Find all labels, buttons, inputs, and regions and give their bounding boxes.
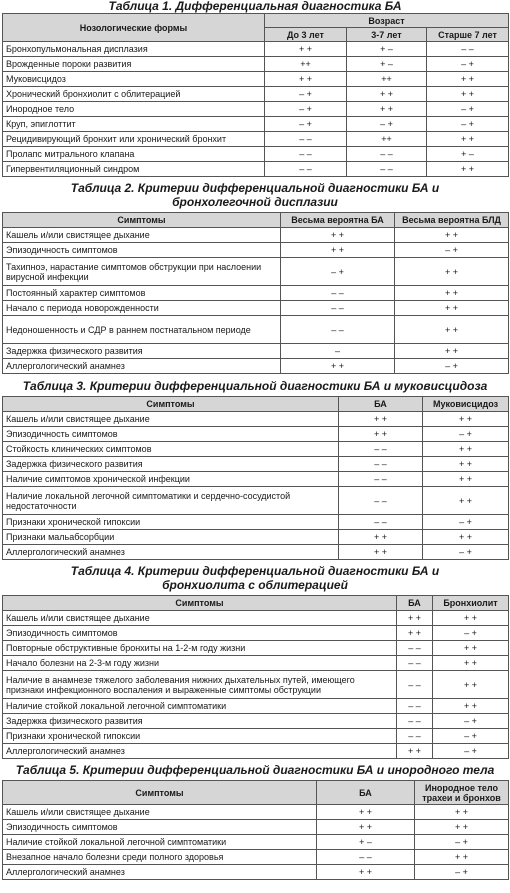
value-cell: + + <box>423 412 509 427</box>
symptom-cell: Наличие локальной легочной симптоматики и сердечно-сосудистой недостаточности <box>3 487 339 515</box>
value-cell: + + <box>317 865 415 880</box>
table-row <box>3 744 509 759</box>
symptom-cell: Кашель и/или свистящее дыхание <box>3 805 317 820</box>
value-cell: – – <box>397 671 433 699</box>
value-cell: – + <box>265 87 347 102</box>
value-cell: + + <box>423 487 509 515</box>
value-cell: – + <box>423 515 509 530</box>
value-cell: – – <box>317 850 415 865</box>
table-row <box>3 258 509 286</box>
table-3-header: Симптомы <box>3 397 339 412</box>
value-cell: – – <box>281 301 395 316</box>
value-cell: + + <box>339 545 423 560</box>
table-5 <box>2 780 509 880</box>
value-cell: – – <box>397 656 433 671</box>
table-4-header: Бронхиолит <box>433 596 509 611</box>
table-row <box>3 472 509 487</box>
value-cell: + + <box>433 699 509 714</box>
value-cell: – – <box>265 132 347 147</box>
symptom-cell: Недоношенность и СДР в раннем постнатальном периоде <box>3 316 281 344</box>
table-row <box>3 286 509 301</box>
value-cell: + + <box>397 626 433 641</box>
table-5-header: Инородное тело трахеи и бронхов <box>415 781 509 805</box>
symptom-cell: Инородное тело <box>3 102 265 117</box>
value-cell: – – <box>347 147 427 162</box>
value-cell: + + <box>395 316 509 344</box>
value-cell: + – <box>427 147 509 162</box>
value-cell: + – <box>347 42 427 57</box>
value-cell: – – <box>339 515 423 530</box>
value-cell: + + <box>339 412 423 427</box>
value-cell: – – <box>397 729 433 744</box>
table-1-title: Таблица 1. Дифференциальная диагностика БА <box>108 0 402 13</box>
value-cell: – + <box>415 865 509 880</box>
symptom-cell: Аллергологический анамнез <box>3 545 339 560</box>
value-cell: ++ <box>347 72 427 87</box>
value-cell: – – <box>397 699 433 714</box>
table-row <box>3 805 509 820</box>
value-cell: ++ <box>347 132 427 147</box>
table-1-col: Старше 7 лет <box>427 28 509 42</box>
symptom-cell: Аллергологический анамнез <box>3 744 397 759</box>
symptom-cell: Тахипноэ, нарастание симптомов обструкции при наслоении вирусной инфекции <box>3 258 281 286</box>
symptom-cell: Эпизодичность симптомов <box>3 427 339 442</box>
value-cell: + + <box>265 42 347 57</box>
value-cell: + + <box>395 286 509 301</box>
value-cell: – – <box>339 487 423 515</box>
table-row <box>3 359 509 374</box>
symptom-cell: Аллергологический анамнез <box>3 359 281 374</box>
table-2-header: Весьма вероятна БА <box>281 213 395 228</box>
symptom-cell: Начало болезни на 2-3-м году жизни <box>3 656 397 671</box>
table-row <box>3 699 509 714</box>
value-cell: + – <box>347 57 427 72</box>
value-cell: – + <box>433 744 509 759</box>
value-cell: + + <box>433 656 509 671</box>
table-row <box>3 243 509 258</box>
table-5-title: Таблица 5. Критерии дифференциальной диагностики БА и инородного тела <box>15 763 495 777</box>
value-cell: – – <box>397 641 433 656</box>
symptom-cell: Задержка физического развития <box>3 714 397 729</box>
table-row <box>3 641 509 656</box>
table-1-header-age: Возраст <box>265 14 509 28</box>
value-cell: + + <box>423 472 509 487</box>
symptom-cell: Эпизодичность симптомов <box>3 626 397 641</box>
value-cell: + + <box>281 243 395 258</box>
table-row <box>3 87 509 102</box>
value-cell: + + <box>423 457 509 472</box>
symptom-cell: Хронический бронхиолит с облитерацией <box>3 87 265 102</box>
table-3-header: Муковисцидоз <box>423 397 509 412</box>
value-cell: + + <box>395 228 509 243</box>
table-row <box>3 515 509 530</box>
table-row <box>3 412 509 427</box>
value-cell: + + <box>427 87 509 102</box>
value-cell: + + <box>433 641 509 656</box>
table-1-header-forms: Нозологические формы <box>3 14 265 42</box>
symptom-cell: Муковисцидоз <box>3 72 265 87</box>
value-cell: + + <box>347 87 427 102</box>
value-cell: – – <box>347 162 427 177</box>
value-cell: – + <box>395 359 509 374</box>
symptom-cell: Наличие в анамнезе тяжелого заболевания нижних дыхательных путей, имеющего признаки инфекционного воспаления и выраженные симптомы обструкции <box>3 671 397 699</box>
value-cell: + + <box>339 530 423 545</box>
value-cell: – + <box>427 117 509 132</box>
value-cell: + + <box>265 72 347 87</box>
table-4 <box>2 595 509 759</box>
table-row <box>3 487 509 515</box>
symptom-cell: Постоянный характер симптомов <box>3 286 281 301</box>
symptom-cell: Бронхопульмональная дисплазия <box>3 42 265 57</box>
table-5-header: Симптомы <box>3 781 317 805</box>
value-cell: – + <box>427 57 509 72</box>
value-cell: + + <box>427 162 509 177</box>
symptom-cell: Круп, эпиглоттит <box>3 117 265 132</box>
value-cell: – + <box>265 102 347 117</box>
table-1-col: 3-7 лет <box>347 28 427 42</box>
symptom-cell: Эпизодичность симптомов <box>3 243 281 258</box>
symptom-cell: Признаки мальабсорбции <box>3 530 339 545</box>
value-cell: – – <box>397 714 433 729</box>
table-row <box>3 102 509 117</box>
symptom-cell: Врожденные пороки развития <box>3 57 265 72</box>
value-cell: + + <box>317 805 415 820</box>
value-cell: + + <box>339 427 423 442</box>
symptom-cell: Наличие симптомов хронической инфекции <box>3 472 339 487</box>
table-row <box>3 545 509 560</box>
table-1-col: До 3 лет <box>265 28 347 42</box>
table-row <box>3 457 509 472</box>
value-cell: + + <box>281 359 395 374</box>
symptom-cell: Кашель и/или свистящее дыхание <box>3 611 397 626</box>
symptom-cell: Начало с периода новорожденности <box>3 301 281 316</box>
table-row <box>3 117 509 132</box>
value-cell: – + <box>415 835 509 850</box>
symptom-cell: Эпизодичность симптомов <box>3 820 317 835</box>
value-cell: – + <box>395 243 509 258</box>
table-row <box>3 656 509 671</box>
value-cell: + + <box>317 820 415 835</box>
table-2-title: Таблица 2. Критерии дифференциальной диагностики БА и бронхолегочной дисплазии <box>70 181 440 209</box>
table-4-header: Симптомы <box>3 596 397 611</box>
value-cell: – – <box>339 457 423 472</box>
table-row <box>3 820 509 835</box>
value-cell: – – <box>265 162 347 177</box>
table-row <box>3 729 509 744</box>
table-1 <box>2 13 509 177</box>
table-row <box>3 626 509 641</box>
value-cell: – – <box>281 316 395 344</box>
symptom-cell: Наличие стойкой локальной легочной симптоматики <box>3 835 317 850</box>
table-row <box>3 344 509 359</box>
symptom-cell: Рецидивирующий бронхит или хронический бронхит <box>3 132 265 147</box>
table-row <box>3 865 509 880</box>
table-4-header: БА <box>397 596 433 611</box>
symptom-cell: Задержка физического развития <box>3 457 339 472</box>
table-row <box>3 442 509 457</box>
value-cell: + + <box>347 102 427 117</box>
table-2-header: Симптомы <box>3 213 281 228</box>
value-cell: + + <box>397 744 433 759</box>
value-cell: + + <box>427 72 509 87</box>
table-row <box>3 132 509 147</box>
table-row <box>3 671 509 699</box>
value-cell: – + <box>281 258 395 286</box>
value-cell: – – <box>427 42 509 57</box>
value-cell: + + <box>395 344 509 359</box>
value-cell: – <box>281 344 395 359</box>
table-row <box>3 316 509 344</box>
table-row <box>3 530 509 545</box>
table-row <box>3 301 509 316</box>
symptom-cell: Пролапс митрального клапана <box>3 147 265 162</box>
value-cell: + + <box>395 301 509 316</box>
value-cell: – – <box>281 286 395 301</box>
table-2-header: Весьма вероятна БЛД <box>395 213 509 228</box>
value-cell: + + <box>423 530 509 545</box>
symptom-cell: Задержка физического развития <box>3 344 281 359</box>
value-cell: + + <box>427 132 509 147</box>
symptom-cell: Признаки хронической гипоксии <box>3 515 339 530</box>
symptom-cell: Аллергологический анамнез <box>3 865 317 880</box>
table-3-header: БА <box>339 397 423 412</box>
table-row <box>3 147 509 162</box>
symptom-cell: Наличие стойкой локальной легочной симптоматики <box>3 699 397 714</box>
table-row <box>3 611 509 626</box>
table-row <box>3 228 509 243</box>
table-row <box>3 72 509 87</box>
value-cell: – – <box>339 442 423 457</box>
table-row <box>3 850 509 865</box>
table-5-header: БА <box>317 781 415 805</box>
table-3 <box>2 396 509 560</box>
table-row <box>3 57 509 72</box>
symptom-cell: Повторные обструктивные бронхиты на 1-2-м году жизни <box>3 641 397 656</box>
value-cell: + + <box>423 442 509 457</box>
value-cell: – + <box>347 117 427 132</box>
value-cell: – + <box>265 117 347 132</box>
value-cell: + + <box>433 611 509 626</box>
value-cell: + – <box>317 835 415 850</box>
symptom-cell: Гипервентиляционный синдром <box>3 162 265 177</box>
table-4-title: Таблица 4. Критерии дифференциальной диагностики БА и бронхиолита с облитерацией <box>70 564 440 592</box>
table-row <box>3 835 509 850</box>
value-cell: – + <box>433 714 509 729</box>
symptom-cell: Кашель и/или свистящее дыхание <box>3 412 339 427</box>
table-row <box>3 42 509 57</box>
value-cell: + + <box>415 850 509 865</box>
value-cell: – – <box>265 147 347 162</box>
symptom-cell: Внезапное начало болезни среди полного здоровья <box>3 850 317 865</box>
value-cell: + + <box>397 611 433 626</box>
value-cell: + + <box>433 671 509 699</box>
table-row <box>3 427 509 442</box>
value-cell: + + <box>395 258 509 286</box>
table-2 <box>2 212 509 374</box>
value-cell: – + <box>423 427 509 442</box>
value-cell: – – <box>339 472 423 487</box>
table-row <box>3 162 509 177</box>
symptom-cell: Признаки хронической гипоксии <box>3 729 397 744</box>
value-cell: + + <box>415 820 509 835</box>
table-3-title: Таблица 3. Критерии дифференциальной диагностики БА и муковисцидоза <box>22 379 488 393</box>
symptom-cell: Кашель и/или свистящее дыхание <box>3 228 281 243</box>
value-cell: – + <box>427 102 509 117</box>
value-cell: ++ <box>265 57 347 72</box>
value-cell: + + <box>281 228 395 243</box>
value-cell: + + <box>415 805 509 820</box>
value-cell: – + <box>423 545 509 560</box>
table-row <box>3 714 509 729</box>
value-cell: – + <box>433 729 509 744</box>
value-cell: – + <box>433 626 509 641</box>
symptom-cell: Стойкость клинических симптомов <box>3 442 339 457</box>
